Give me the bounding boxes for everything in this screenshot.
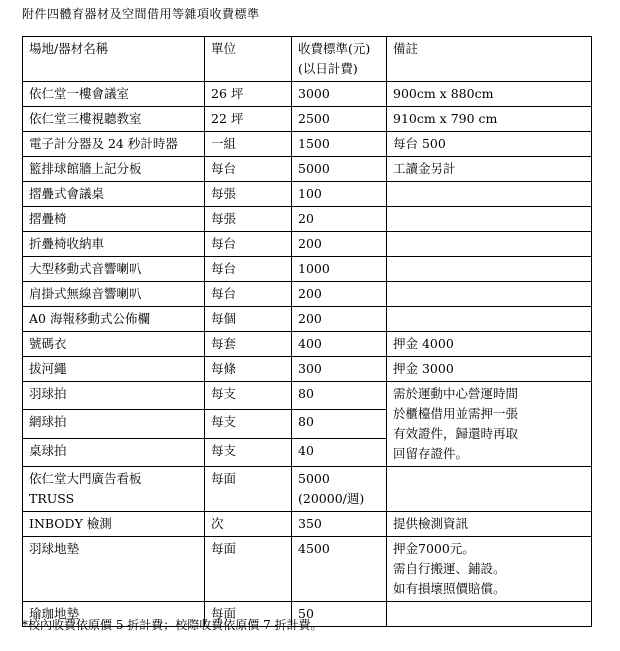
- table-row: [23, 357, 592, 382]
- table-row: [23, 132, 592, 157]
- cell-name: 依仁堂三樓視聽教室: [23, 107, 205, 132]
- table-row: [23, 307, 592, 332]
- cell-note: [387, 232, 592, 257]
- cell-note: [387, 207, 592, 232]
- table-row: [23, 282, 592, 307]
- cell-unit: 每台: [205, 257, 292, 282]
- cell-unit: 每個: [205, 307, 292, 332]
- cell-note: 每台 500: [387, 132, 592, 157]
- cell-fee: 4500: [292, 537, 387, 602]
- cell-unit: 每套: [205, 332, 292, 357]
- cell-name: 電子計分器及 24 秒計時器: [23, 132, 205, 157]
- cell-note: [387, 467, 592, 512]
- cell-name: 羽球拍: [23, 382, 205, 410]
- cell-name: 摺疊椅: [23, 207, 205, 232]
- cell-fee: 5000: [292, 157, 387, 182]
- cell-name: 籃排球館牆上記分板: [23, 157, 205, 182]
- cell-note: [387, 282, 592, 307]
- cell-unit: 每面: [205, 537, 292, 602]
- cell-name: 瑜珈地墊: [23, 602, 205, 627]
- cell-fee: 100: [292, 182, 387, 207]
- table-row: [23, 107, 592, 132]
- cell-unit: 每張: [205, 182, 292, 207]
- cell-note: 900cm x 880cm: [387, 82, 592, 107]
- cell-fee: 300: [292, 357, 387, 382]
- header-note: 備註: [387, 37, 592, 82]
- cell-fee: 200: [292, 232, 387, 257]
- cell-unit: 26 坪: [205, 82, 292, 107]
- cell-name: 肩掛式無線音響喇叭: [23, 282, 205, 307]
- cell-unit: 每支: [205, 382, 292, 410]
- cell-fee: 3000: [292, 82, 387, 107]
- table-row: [23, 232, 592, 257]
- cell-unit: 每張: [205, 207, 292, 232]
- table-header-row: [23, 37, 592, 82]
- cell-unit: 每台: [205, 232, 292, 257]
- cell-fee: 80: [292, 382, 387, 410]
- cell-unit: 次: [205, 512, 292, 537]
- cell-name: 網球拍: [23, 410, 205, 438]
- cell-fee: 20: [292, 207, 387, 232]
- cell-name: 折疊椅收納車: [23, 232, 205, 257]
- table-row: [23, 182, 592, 207]
- cell-unit: 每面: [205, 467, 292, 512]
- cell-note-racket-rules: 需於運動中心營運時間 於櫃檯借用並需押一張 有效證件，歸還時再取 回留存證件。: [387, 382, 592, 467]
- cell-fee: 400: [292, 332, 387, 357]
- cell-note: [387, 182, 592, 207]
- cell-fee: 200: [292, 282, 387, 307]
- table-row: [23, 382, 592, 410]
- table-row: [23, 257, 592, 282]
- cell-unit: 22 坪: [205, 107, 292, 132]
- cell-name: 依仁堂大門廣告看板 TRUSS: [23, 467, 205, 512]
- cell-name: 拔河繩: [23, 357, 205, 382]
- table-row: [23, 512, 592, 537]
- cell-note: 押金 3000: [387, 357, 592, 382]
- cell-name: 羽球地墊: [23, 537, 205, 602]
- cell-fee: 1000: [292, 257, 387, 282]
- cell-note: [387, 257, 592, 282]
- cell-note: 910cm x 790 cm: [387, 107, 592, 132]
- cell-unit: 每條: [205, 357, 292, 382]
- cell-note: 提供檢測資訊: [387, 512, 592, 537]
- cell-note: [387, 602, 592, 627]
- cell-fee: 40: [292, 438, 387, 466]
- header-fee: 收費標準(元) (以日計費): [292, 37, 387, 82]
- cell-unit: 每台: [205, 157, 292, 182]
- header-unit: 單位: [205, 37, 292, 82]
- cell-unit: 每台: [205, 282, 292, 307]
- header-name: 場地/器材名稱: [23, 37, 205, 82]
- cell-note: 押金7000元。 需自行搬運、鋪設。 如有損壞照價賠償。: [387, 537, 592, 602]
- cell-fee: 5000 (20000/週): [292, 467, 387, 512]
- table-row: [23, 467, 592, 512]
- cell-name: A0 海報移動式公佈欄: [23, 307, 205, 332]
- cell-name: 依仁堂一樓會議室: [23, 82, 205, 107]
- table-row: [23, 332, 592, 357]
- table-row: [23, 207, 592, 232]
- cell-unit: 每支: [205, 438, 292, 466]
- cell-unit: 每支: [205, 410, 292, 438]
- fee-table: [22, 36, 592, 627]
- cell-name: 大型移動式音響喇叭: [23, 257, 205, 282]
- cell-name: INBODY 檢測: [23, 512, 205, 537]
- cell-fee: 350: [292, 512, 387, 537]
- document-title: 附件四體育器材及空間借用等雜項收費標準: [22, 7, 260, 21]
- cell-fee: 2500: [292, 107, 387, 132]
- cell-note: 押金 4000: [387, 332, 592, 357]
- cell-unit: 一組: [205, 132, 292, 157]
- cell-note: [387, 307, 592, 332]
- cell-fee: 200: [292, 307, 387, 332]
- table-row: [23, 537, 592, 602]
- table-row: [23, 157, 592, 182]
- table-row: [23, 82, 592, 107]
- cell-fee: 50: [292, 602, 387, 627]
- cell-unit: 每面: [205, 602, 292, 627]
- cell-fee: 80: [292, 410, 387, 438]
- cell-fee: 1500: [292, 132, 387, 157]
- cell-note: 工讀金另計: [387, 157, 592, 182]
- cell-name: 桌球拍: [23, 438, 205, 466]
- footnote: *校內收費依原價 5 折計費；校際收費依原價 7 折計費。: [22, 618, 323, 632]
- cell-name: 摺疊式會議桌: [23, 182, 205, 207]
- cell-name: 號碼衣: [23, 332, 205, 357]
